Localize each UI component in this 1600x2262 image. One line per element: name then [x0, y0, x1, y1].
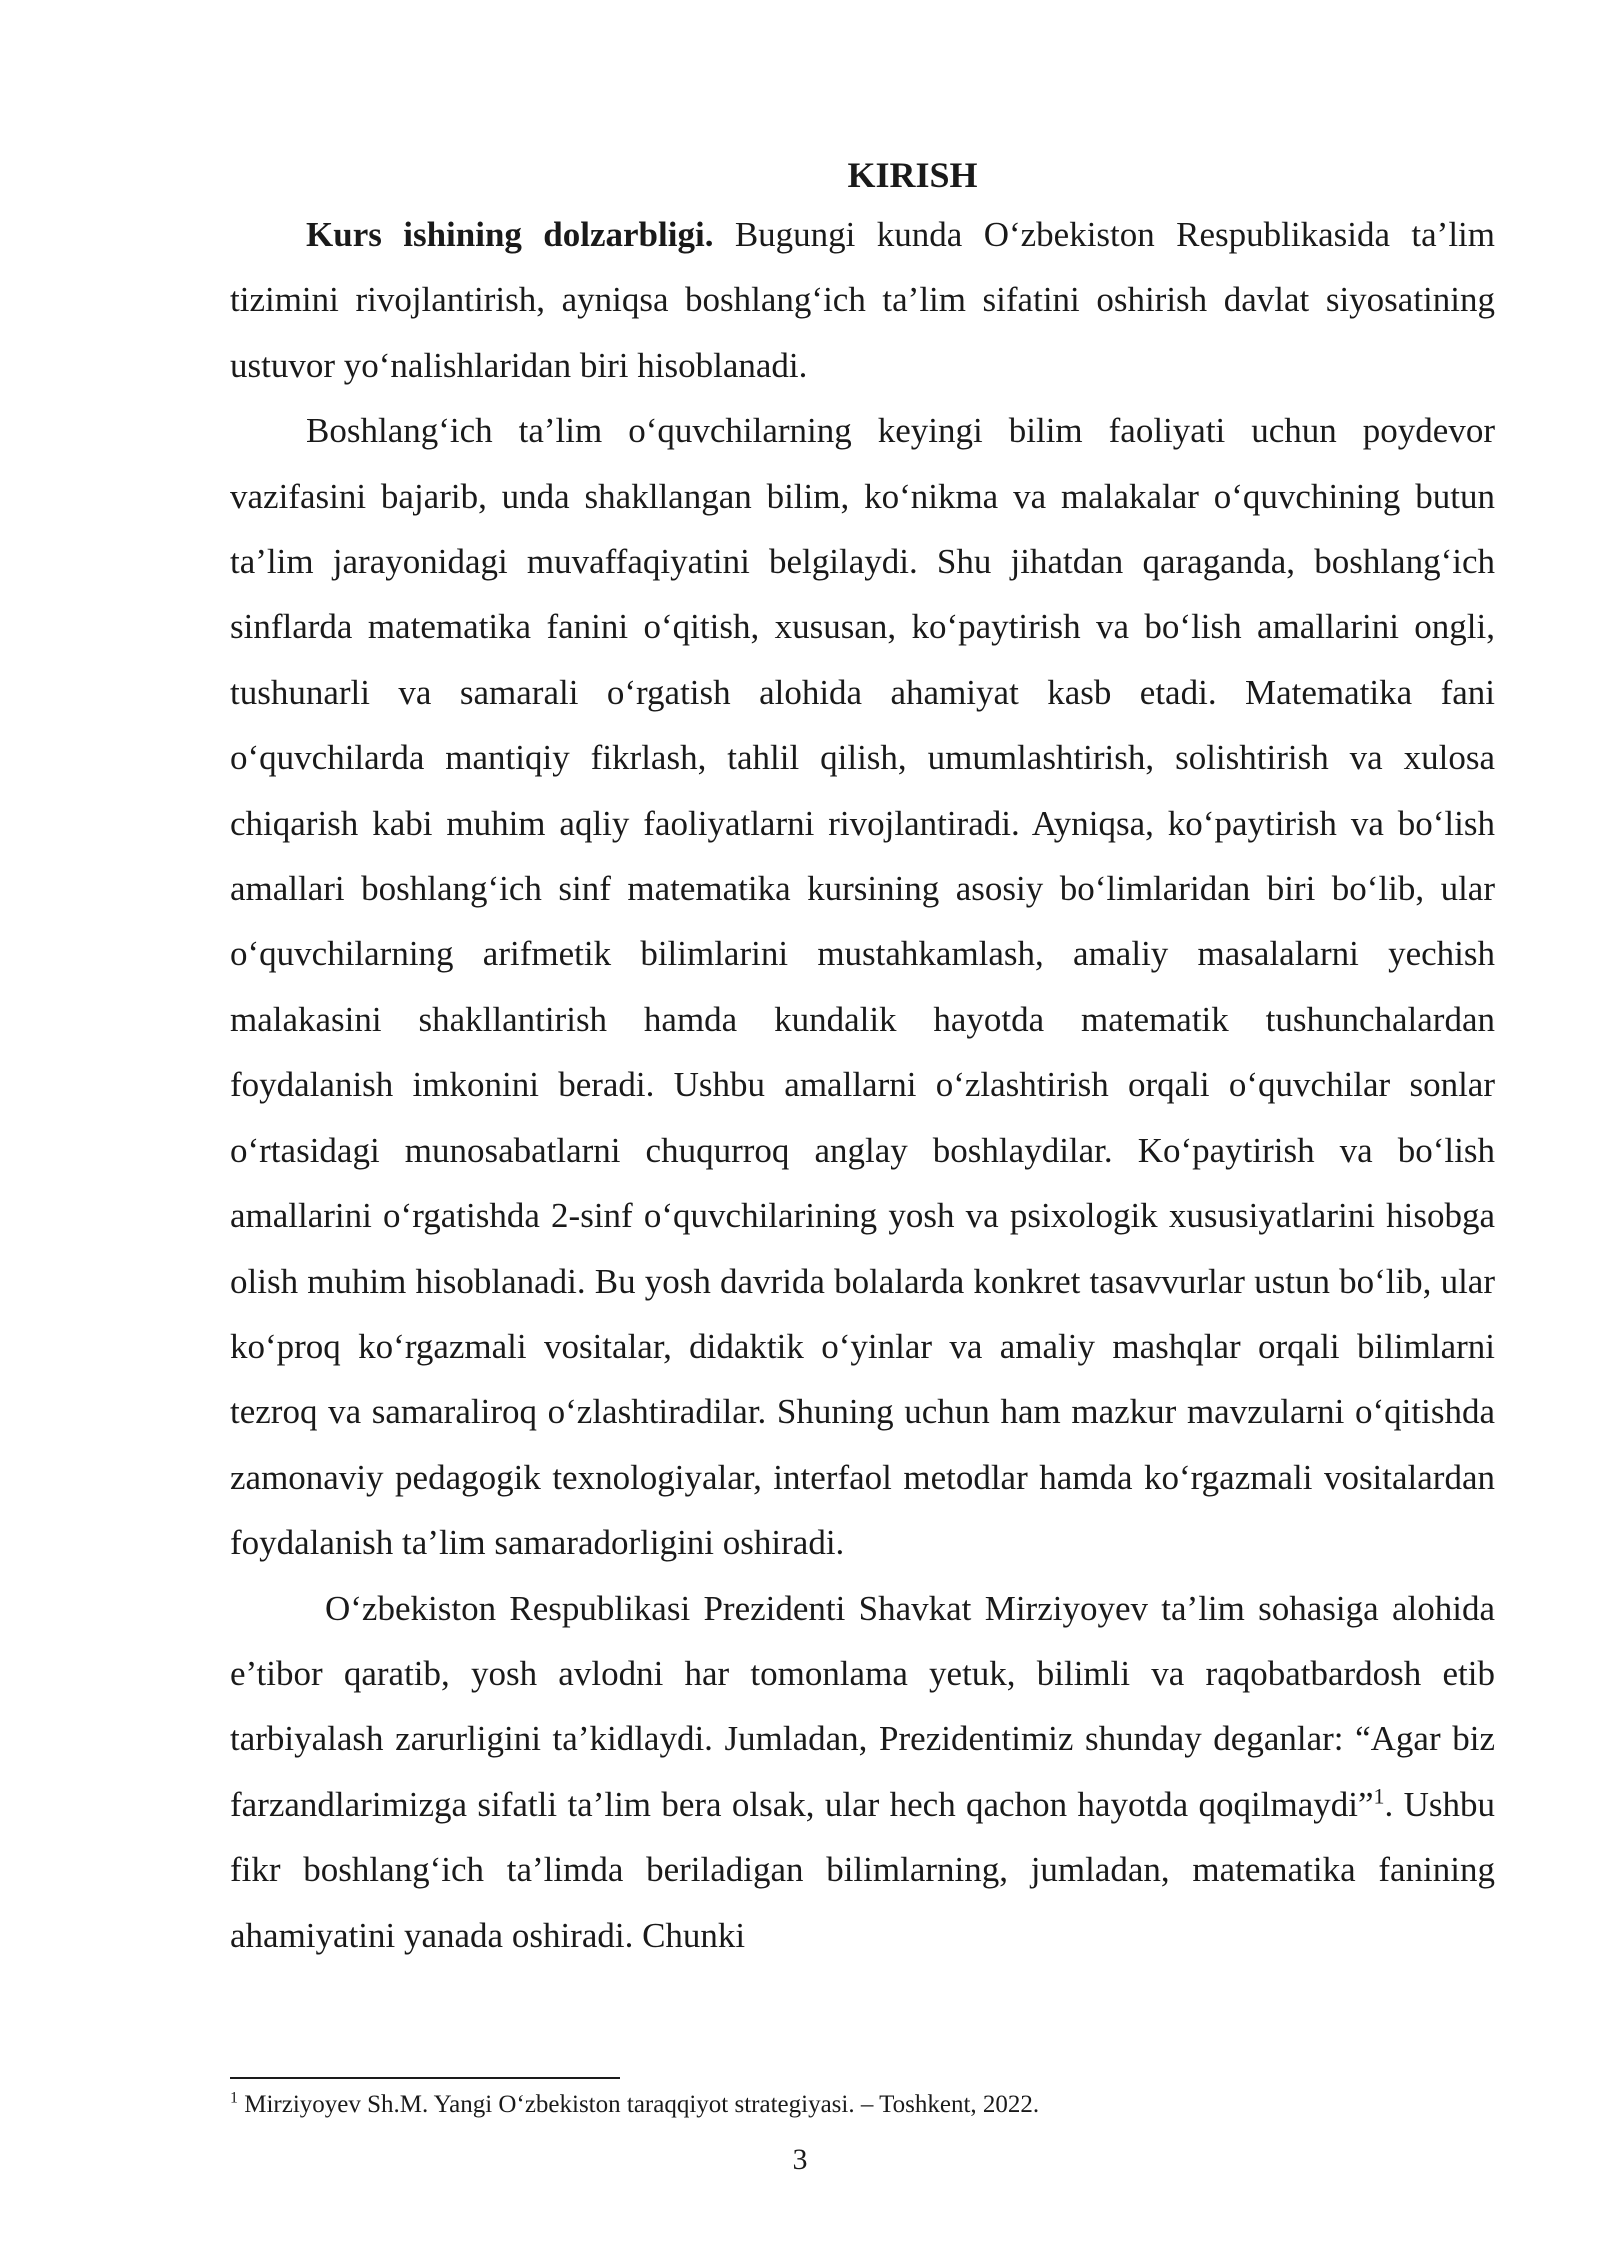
footnote — [230, 2088, 1495, 2122]
paragraph-text: Bugungi kunda O‘zbekiston Respublikasida ta’lim tizimini rivojlantirish, ayniqsa boshlang‘ich ta’lim sifatini oshirish davlat siyosatining ustuvor yo‘nalishlaridan biri hisoblanadi. — [230, 215, 1495, 385]
footnote-text: Mirziyoyev Sh.M. Yangi O‘zbekiston taraqqiyot strategiyasi. – Toshkent, 2022. — [238, 2091, 1040, 2118]
page-number: 3 — [792, 2143, 808, 2176]
paragraph-text: Boshlang‘ich ta’lim o‘quvchilarning keyingi bilim faoliyati uchun poydevor vazifasini bajarib, unda shakllangan bilim, ko‘nikma va malakalar o‘quvchining butun ta’lim jarayonidagi muvaffaqiyatini belgilaydi. Shu jihatdan qaraganda, boshlang‘ich sinflarda matematika fanini o‘qitish, xususan, ko‘paytirish va bo‘lish amallarini ongli, tushunarli va samarali o‘rgatish alohida ahamiyat kasb etadi. Matematika fani o‘quvchilarda mantiqiy fikrlash, tahlil qilish, umumlashtirish, solishtirish va xulosa chiqarish kabi muhim aqliy faoliyatlarni rivojlantiradi. Ayniqsa, ko‘paytirish va bo‘lish amallari boshlang‘ich sinf matematika kursining asosiy bo‘limlaridan biri bo‘lib, ular o‘quvchilarning arifmetik bilimlarini mustahkamlash, amaliy masalalarni yechish malakasini shakllantirish hamda kundalik hayotda matematik tushunchalardan foydalanish imkonini beradi. Ushbu amallarni o‘zlashtirish orqali o‘quvchilar sonlar o‘rtasidagi munosabatlarni chuqurroq anglay boshlaydilar. Ko‘paytirish va bo‘lish amallarini o‘rgatishda 2-sinf o‘quvchilarining yosh va psixologik xususiyatlarini hisobga olish muhim hisoblanadi. Bu yosh davrida bolalarda konkret tasavvurlar ustun bo‘lib, ular ko‘proq ko‘rgazmali vositalar, didaktik o‘yinlar va amaliy mashqlar orqali bilimlarni tezroq va samaraliroq o‘zlashtiradilar. Shuning uchun ham mazkur mavzularni o‘qitishda zamonaviy pedagogik texnologiyalar, interfaol metodlar hamda ko‘rgazmali vositalardan foydalanish ta’lim samaradorligini oshiradi. — [230, 411, 1495, 1563]
footnote-reference[interactable]: 1 — [1373, 1783, 1385, 1809]
body-text — [230, 148, 1495, 1968]
footnote-mark: 1 — [230, 2089, 238, 2107]
paragraph-relevance — [230, 202, 1495, 398]
page-heading: KIRISH — [847, 155, 978, 195]
paragraph-primary-education — [230, 398, 1495, 1575]
paragraph-lead: Kurs ishining dolzarbligi. — [306, 215, 714, 254]
footnote-separator — [230, 2077, 620, 2079]
paragraph-text: . Ushbu fikr boshlang‘ich ta’limda beriladigan bilimlarning, jumladan, matematika fanining ahamiyatini yanada oshiradi. Chunki — [230, 1784, 1495, 1955]
paragraph-text: O‘zbekiston Respublikasi Prezidenti Shavkat Mirziyoyev ta’lim sohasiga alohida e’tibor qaratib, yosh avlodni har tomonlama yetuk, bilimli va raqobatbardosh etib tarbiyalash zarurligini ta’kidlaydi. Jumladan, Prezidentimiz shunday deganlar: “Agar biz farzandlarimizga sifatli ta’lim bera olsak, ular hech qachon hayotda qoqilmaydi” — [230, 1588, 1495, 1824]
paragraph-president-quote — [230, 1576, 1495, 1968]
